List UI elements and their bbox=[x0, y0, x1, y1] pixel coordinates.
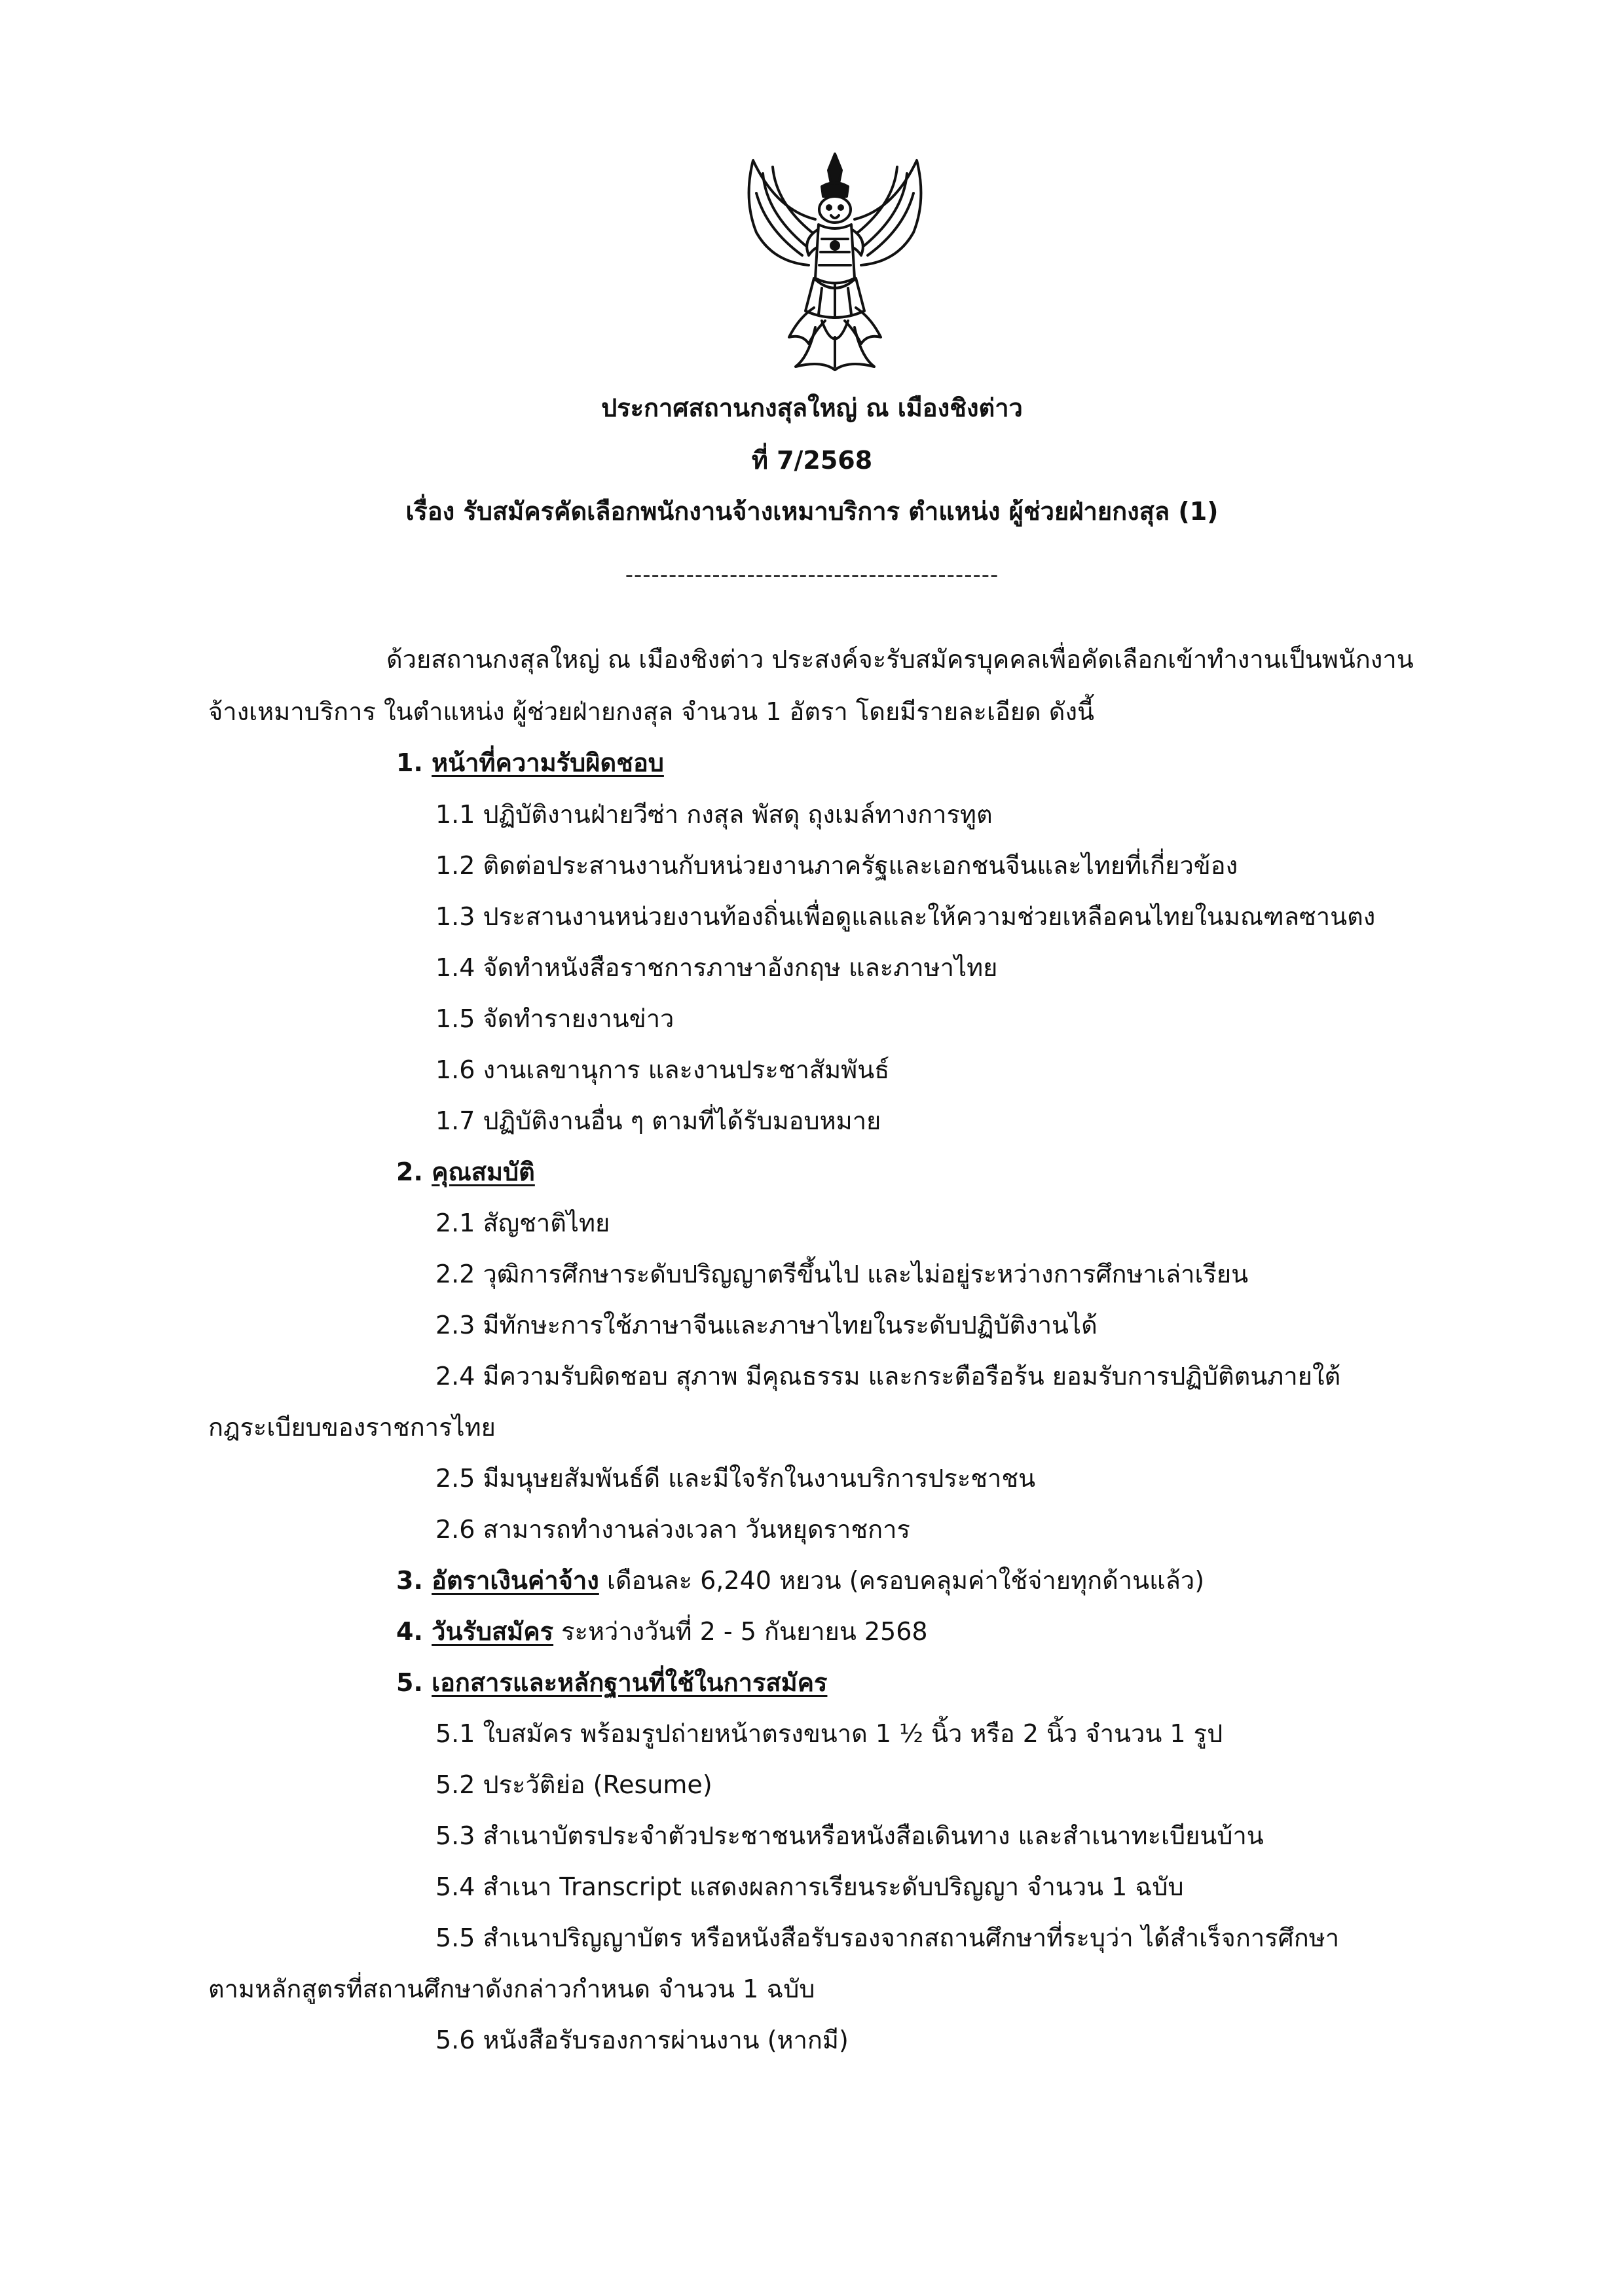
announcement-number: ที่ 7/2568 bbox=[751, 446, 873, 475]
section-5-heading bbox=[396, 1668, 827, 1698]
section-2-heading bbox=[396, 1157, 535, 1188]
list-item-continuation: กฎระเบียบของราชการไทย bbox=[208, 1413, 496, 1442]
list-item: 5.4 สำเนา Transcript แสดงผลการเรียนระดับปริญญา จำนวน 1 ฉบับ bbox=[435, 1872, 1184, 1901]
list-item: 5.2 ประวัติย่อ (Resume) bbox=[435, 1770, 712, 1799]
section-3-heading bbox=[396, 1566, 1204, 1596]
list-item: 5.1 ใบสมัคร พร้อมรูปถ่ายหน้าตรงขนาด 1 ½ นิ้ว หรือ 2 นิ้ว จำนวน 1 รูป bbox=[435, 1719, 1223, 1748]
list-item: 1.4 จัดทำหนังสือราชการภาษาอังกฤษ และภาษาไทย bbox=[435, 953, 998, 982]
list-item: 1.7 ปฏิบัติงานอื่น ๆ ตามที่ได้รับมอบหมาย bbox=[435, 1106, 881, 1135]
intro-line-1: ด้วยสถานกงสุลใหญ่ ณ เมืองชิงต่าว ประสงค์จะรับสมัครบุคคลเพื่อคัดเลือกเข้าทำงานเป็นพนักงาน bbox=[386, 645, 1414, 674]
list-item: 1.6 งานเลขานุการ และงานประชาสัมพันธ์ bbox=[435, 1055, 890, 1084]
section-title: เอกสารและหลักฐานที่ใช้ในการสมัคร bbox=[432, 1668, 828, 1697]
list-item: 2.6 สามารถทำงานล่วงเวลา วันหยุดราชการ bbox=[435, 1515, 910, 1544]
list-item: 2.3 มีทักษะการใช้ภาษาจีนและภาษาไทยในระดับปฏิบัติงานได้ bbox=[435, 1311, 1098, 1339]
list-item: 1.3 ประสานงานหน่วยงานท้องถิ่นเพื่อดูแลและให้ความช่วยเหลือคนไทยในมณฑลซานตง bbox=[435, 902, 1376, 931]
list-item: 5.3 สำเนาบัตรประจำตัวประชาชนหรือหนังสือเดินทาง และสำเนาทะเบียนบ้าน bbox=[435, 1821, 1264, 1850]
list-item: 2.2 วุฒิการศึกษาระดับปริญญาตรีขึ้นไป และไม่อยู่ระหว่างการศึกษาเล่าเรียน bbox=[435, 1260, 1249, 1288]
list-item-continuation: ตามหลักสูตรที่สถานศึกษาดังกล่าวกำหนด จำนวน 1 ฉบับ bbox=[208, 1975, 815, 2003]
list-item: 1.1 ปฏิบัติงานฝ่ายวีซ่า กงสุล พัสดุ ถุงเมล์ทางการทูต bbox=[435, 800, 993, 829]
wage-text: เดือนละ 6,240 หยวน (ครอบคลุมค่าใช้จ่ายทุกด้านแล้ว) bbox=[599, 1566, 1205, 1595]
section-4-heading bbox=[396, 1617, 928, 1647]
announcement-subject: เรื่อง รับสมัครคัดเลือกพนักงานจ้างเหมาบริการ ตำแหน่ง ผู้ช่วยฝ่ายกงสุล (1) bbox=[405, 497, 1219, 526]
intro-line-2: จ้างเหมาบริการ ในตำแหน่ง ผู้ช่วยฝ่ายกงสุล จำนวน 1 อัตรา โดยมีรายละเอียด ดังนี้ bbox=[208, 697, 1095, 726]
section-number: 5. bbox=[396, 1668, 423, 1697]
section-number: 3. bbox=[396, 1566, 423, 1595]
list-item: 1.2 ติดต่อประสานงานกับหน่วยงานภาครัฐและเอกชนจีนและไทยที่เกี่ยวข้อง bbox=[435, 851, 1238, 880]
list-item: 2.4 มีความรับผิดชอบ สุภาพ มีคุณธรรม และกระตือรือร้น ยอมรับการปฏิบัติตนภายใต้ bbox=[435, 1362, 1341, 1391]
section-number: 4. bbox=[396, 1617, 423, 1646]
section-title: วันรับสมัคร bbox=[432, 1617, 554, 1646]
announcement-title: ประกาศสถานกงสุลใหญ่ ณ เมืองชิงต่าว bbox=[601, 393, 1023, 422]
section-number: 1. bbox=[396, 748, 423, 777]
section-1-heading bbox=[396, 748, 664, 778]
list-item: 5.6 หนังสือรับรองการผ่านงาน (หากมี) bbox=[435, 2026, 849, 2054]
list-item: 2.1 สัญชาติไทย bbox=[435, 1209, 610, 1237]
section-title: อัตราเงินค่าจ้าง bbox=[432, 1566, 599, 1595]
list-item: 2.5 มีมนุษยสัมพันธ์ดี และมีใจรักในงานบริการประชาชน bbox=[435, 1464, 1036, 1493]
section-title: หน้าที่ความรับผิดชอบ bbox=[432, 748, 664, 777]
garuda-emblem-icon bbox=[737, 147, 933, 376]
application-date-text: ระหว่างวันที่ 2 - 5 กันยายน 2568 bbox=[553, 1617, 928, 1646]
title-divider: ------------------------------------------- bbox=[625, 562, 999, 588]
section-number: 2. bbox=[396, 1157, 423, 1186]
list-item: 5.5 สำเนาปริญญาบัตร หรือหนังสือรับรองจากสถานศึกษาที่ระบุว่า ได้สำเร็จการศึกษา bbox=[435, 1923, 1340, 1952]
list-item: 1.5 จัดทำรายงานข่าว bbox=[435, 1004, 674, 1033]
section-title: คุณสมบัติ bbox=[432, 1157, 535, 1186]
